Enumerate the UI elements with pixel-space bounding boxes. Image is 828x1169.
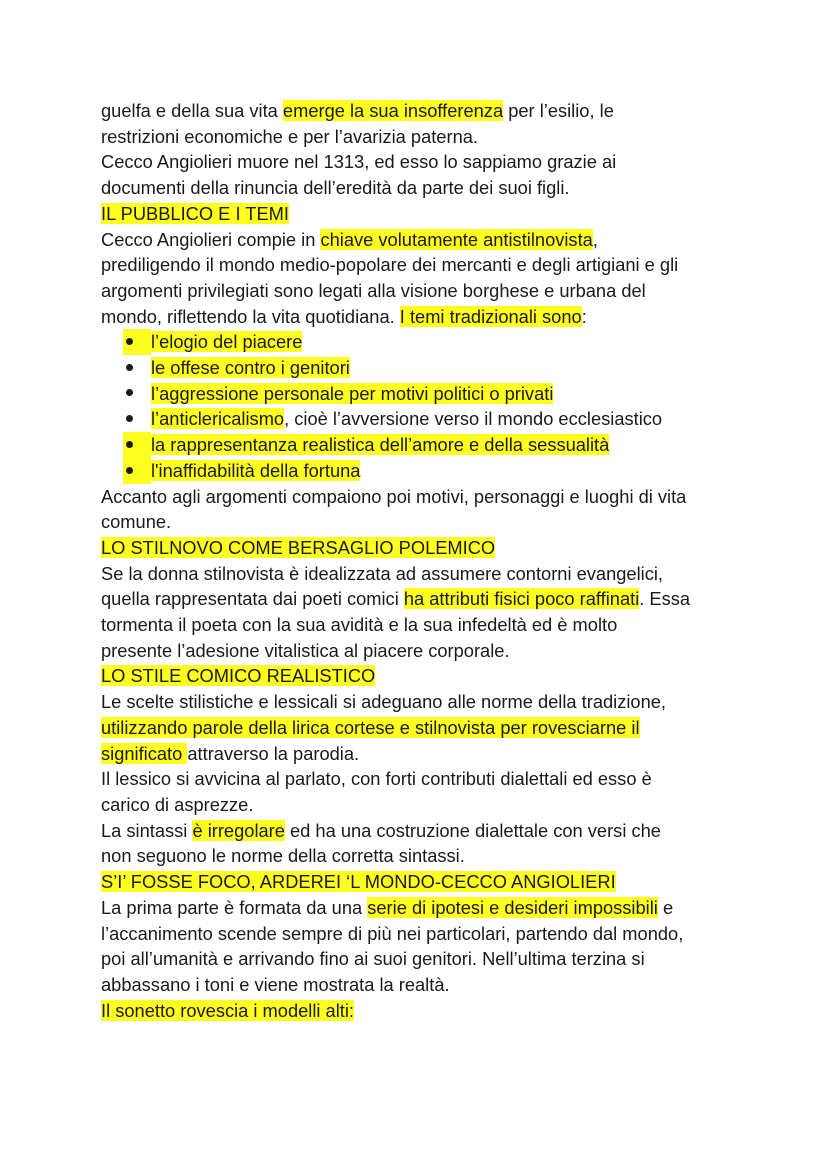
section-heading-stilnovo: LO STILNOVO COME BERSAGLIO POLEMICO xyxy=(101,536,496,558)
stile-line-4: Il lessico si avvicina al parlato, con forti contributi dialettali ed esso è xyxy=(101,768,652,790)
highlight: chiave volutamente antistilnovista xyxy=(320,228,593,250)
section-heading-pubblico: IL PUBBLICO E I TEMI xyxy=(101,202,289,224)
bullet-icon xyxy=(123,355,151,381)
highlight: Il sonetto rovescia i modelli alti: xyxy=(101,999,355,1021)
stile-line-2 xyxy=(101,715,761,741)
pubblico-line-2: prediligendo il mondo medio-popolare dei mercanti e degli artigiani e gli xyxy=(101,254,679,276)
intro-line-2: restrizioni economiche e per l’avarizia paterna. xyxy=(101,125,478,147)
sonetto-line-1: La prima parte è formata da una serie di ipotesi e desideri impossibili e xyxy=(101,896,674,918)
stilnovo-line-3: tormenta il poeta con la sua avidità e la sua infedeltà ed è molto xyxy=(101,614,618,636)
stile-line-6: La sintassi è irregolare ed ha una costruzione dialettale con versi che xyxy=(101,819,661,841)
sonetto-line-2: l’accanimento scende sempre di più nei particolari, partendo dal mondo, xyxy=(101,922,684,944)
stile-line-3: significato attraverso la parodia. xyxy=(101,742,360,764)
intro-line-4: documenti della rinuncia dell’eredità da parte dei suoi figli. xyxy=(101,177,570,199)
section-heading-sonetto: S’I’ FOSSE FOCO, ARDEREI ‘L MONDO-CECCO ANGIOLIERI xyxy=(101,871,616,893)
pubblico-after-2: comune. xyxy=(101,511,172,533)
intro-line-1: guelfa e della sua vita emerge la sua insofferenza per l’esilio, le xyxy=(101,100,614,121)
list-item: l’aggressione personale per motivi politici o privati xyxy=(123,381,761,407)
stilnovo-line-4: presente l’adesione vitalistica al piacere corporale. xyxy=(101,639,510,661)
highlight: è irregolare xyxy=(192,819,285,841)
list-item: l’elogio del piacere xyxy=(123,329,761,355)
list-item: la rappresentanza realistica dell’amore e della sessualità xyxy=(123,432,761,458)
stile-line-7: non seguono le norme della corretta sintassi. xyxy=(101,845,465,867)
highlight: significato xyxy=(101,742,188,764)
bullet-icon xyxy=(123,432,151,458)
bullet-icon xyxy=(123,329,151,355)
stilnovo-line-1: Se la donna stilnovista è idealizzata ad assumere contorni evangelici, xyxy=(101,562,663,584)
list-item: le offese contro i genitori xyxy=(123,355,761,381)
pubblico-after-1: Accanto agli argomenti compaiono poi motivi, personaggi e luoghi di vita xyxy=(101,485,687,507)
stile-line-1: Le scelte stilistiche e lessicali si adeguano alle norme della tradizione, xyxy=(101,691,666,713)
stile-line-5: carico di asprezze. xyxy=(101,793,254,815)
bullet-icon xyxy=(123,381,151,407)
highlight: ha attributi fisici poco raffinati xyxy=(403,588,640,610)
section-heading-stile: LO STILE COMICO REALISTICO xyxy=(101,665,376,687)
pubblico-line-4: mondo, riflettendo la vita quotidiana. I temi tradizionali sono: xyxy=(101,305,587,327)
stilnovo-line-2: quella rappresentata dai poeti comici ha attributi fisici poco raffinati. Essa xyxy=(101,588,691,610)
highlight: utilizzando parole della lirica cortese e stilnovista per rovesciarne il xyxy=(101,716,640,738)
list-item: l'inaffidabilità della fortuna xyxy=(123,458,761,484)
bullet-icon xyxy=(123,458,151,484)
highlight: serie di ipotesi e desideri impossibili xyxy=(367,896,658,918)
bullet-icon xyxy=(123,406,151,432)
themes-list xyxy=(101,329,761,483)
pubblico-line-1: Cecco Angiolieri compie in chiave volutamente antistilnovista, xyxy=(101,228,598,250)
highlight: emerge la sua insofferenza xyxy=(282,100,504,121)
list-item: l’anticlericalismo, cioè l’avversione verso il mondo ecclesiastico xyxy=(123,406,761,432)
document-page xyxy=(101,98,761,1023)
sonetto-line-3: poi all’umanità e arrivando fino ai suoi genitori. Nell’ultima terzina si xyxy=(101,948,645,970)
sonetto-line-5 xyxy=(101,998,761,1024)
intro-line-3: Cecco Angiolieri muore nel 1313, ed esso lo sappiamo grazie ai xyxy=(101,151,617,173)
pubblico-line-3: argomenti privilegiati sono legati alla visione borghese e urbana del xyxy=(101,279,646,301)
sonetto-line-4: abbassano i toni e viene mostrata la realtà. xyxy=(101,973,450,995)
highlight: I temi tradizionali sono xyxy=(399,305,582,327)
